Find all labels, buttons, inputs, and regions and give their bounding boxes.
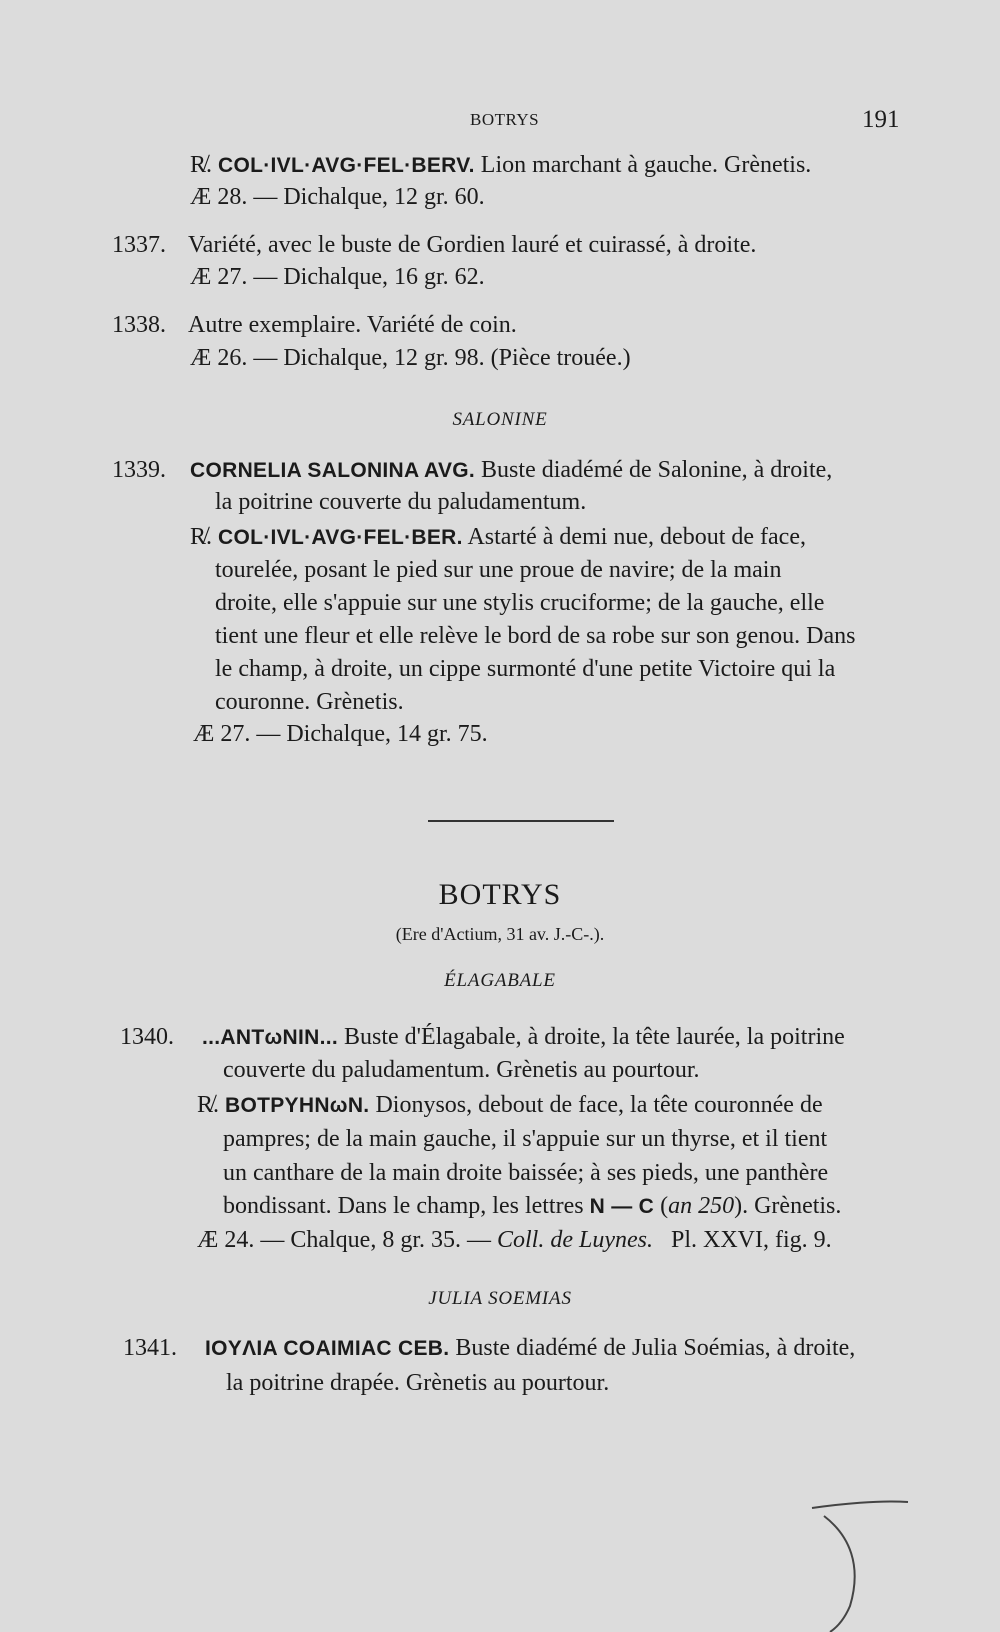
entry-number: 1341.	[123, 1335, 177, 1361]
coin-legend: COL·IVL·AVG·FEL·BERV.	[218, 154, 475, 177]
text-line: un canthare de la main droite baissée; à ses pieds, une panthère	[223, 1160, 829, 1186]
text-line: pampres; de la main gauche, il s'appuie sur un thyrse, et il tient	[223, 1126, 828, 1152]
page-number: 191	[862, 106, 900, 133]
text-line: couverte du paludamentum. Grènetis au pourtour.	[223, 1057, 700, 1083]
page-corner-flourish	[810, 1496, 910, 1632]
coin-legend: CORNELIA SALONINA AVG.	[190, 459, 476, 482]
text-line: Æ 27. — Dichalque, 16 gr. 62.	[190, 264, 485, 290]
text-line: bondissant. Dans le champ, les lettres N — C (an 250). Grènetis.	[223, 1193, 842, 1219]
text-line: couronne. Grènetis.	[215, 689, 404, 715]
collection-name: Coll. de Luynes.	[497, 1227, 653, 1253]
text-line: tient une fleur et elle relève le bord de sa robe sur son genou. Dans	[215, 623, 856, 649]
entry-number: 1339.	[112, 457, 166, 483]
text-line: R̸. COL·IVL·AVG·FEL·BER. Astarté à demi nue, debout de face,	[190, 524, 806, 550]
text-line: R̸. COL·IVL·AVG·FEL·BERV. Lion marchant à gauche. Grènetis.	[190, 152, 812, 178]
text-line: Æ 28. — Dichalque, 12 gr. 60.	[190, 184, 485, 210]
section-heading-julia-soemias: JULIA SOEMIAS	[428, 1288, 572, 1309]
text-line: la poitrine couverte du paludamentum.	[215, 489, 587, 515]
entry-number: 1340.	[120, 1024, 174, 1050]
coin-legend: BOTPYHNωN.	[225, 1094, 370, 1117]
section-heading-salonine: SALONINE	[452, 409, 548, 430]
coin-legend: ...ANTωNIN...	[202, 1026, 338, 1049]
running-title: BOTRYS	[470, 110, 540, 129]
text-line: R̸. BOTPYHNωN. Dionysos, debout de face, la tête couronnée de	[197, 1092, 823, 1118]
coin-legend: IOYΛIA COAIMIAC CEB.	[205, 1337, 450, 1360]
section-divider	[428, 820, 614, 822]
entry-1341: 1341. IOYΛIA COAIMIAC CEB. Buste diadémé de Julia Soémias, à droite,	[123, 1335, 856, 1361]
section-heading-elagabale: ÉLAGABALE	[444, 970, 556, 991]
entry-1340: 1340. ...ANTωNIN... Buste d'Élagabale, à droite, la tête laurée, la poitrine	[120, 1024, 845, 1050]
entry-number: 1338.	[112, 312, 166, 338]
entry-1338: 1338. Autre exemplaire. Variété de coin.	[112, 312, 517, 338]
entry-1337: 1337. Variété, avec le buste de Gordien lauré et cuirassé, à droite.	[112, 232, 757, 258]
text-line: Æ 26. — Dichalque, 12 gr. 98. (Pièce trouée.)	[190, 345, 631, 371]
text-line: droite, elle s'appuie sur une stylis cruciforme; de la gauche, elle	[215, 590, 825, 616]
text-line: tourelée, posant le pied sur une proue de navire; de la main	[215, 557, 782, 583]
entry-number: 1337.	[112, 232, 166, 258]
city-title: BOTRYS	[438, 878, 562, 911]
text-line: Æ 27. — Dichalque, 14 gr. 75.	[193, 721, 488, 747]
entry-1339: 1339. CORNELIA SALONINA AVG. Buste diadémé de Salonine, à droite,	[112, 457, 833, 483]
page-header	[0, 106, 1000, 136]
coin-legend: COL·IVL·AVG·FEL·BER.	[218, 526, 463, 549]
field-letters: N — C	[589, 1195, 655, 1218]
text-line: le champ, à droite, un cippe surmonté d'une petite Victoire qui la	[215, 656, 836, 682]
text-line: Æ 24. — Chalque, 8 gr. 35. — Coll. de Luynes. Pl. XXVI, fig. 9.	[197, 1227, 832, 1253]
text-line: la poitrine drapée. Grènetis au pourtour.	[226, 1370, 610, 1396]
city-era-subtitle: (Ere d'Actium, 31 av. J.-C-.).	[395, 924, 605, 944]
